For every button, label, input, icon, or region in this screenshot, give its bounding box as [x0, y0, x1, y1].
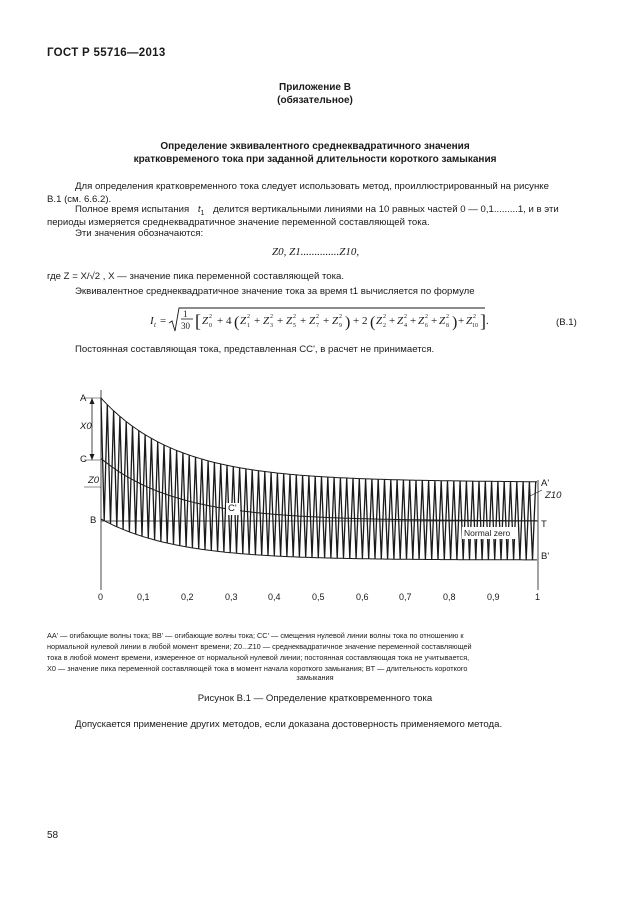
- svg-text:0: 0: [209, 323, 212, 329]
- legend-line5: замыкания: [296, 673, 334, 682]
- svg-text:2: 2: [473, 314, 476, 320]
- svg-text:Z: Z: [286, 315, 293, 327]
- svg-text:9: 9: [339, 323, 342, 329]
- svg-text:2: 2: [339, 314, 342, 320]
- svg-text:Z: Z: [202, 315, 209, 327]
- svg-text:Z: Z: [263, 315, 270, 327]
- x-tick-0-9: 0,9: [487, 592, 500, 602]
- svg-text:+: +: [300, 315, 307, 327]
- svg-text:]: ]: [480, 311, 486, 331]
- x-tick-0-6: 0,6: [356, 592, 369, 602]
- svg-text:7: 7: [316, 323, 319, 329]
- label-a: A: [80, 393, 87, 404]
- x-tick-0-1: 0,1: [137, 592, 150, 602]
- legend-line4: X0 — значение пика переменной составляющей тока в момент начала короткого замыкания; BT — длительность короткого: [47, 664, 468, 673]
- formula-label: (В.1): [556, 317, 577, 328]
- svg-text:2: 2: [270, 314, 273, 320]
- paragraph-2-line2: периоды измеряется среднеквадратичное значение переменной составляющей тока.: [47, 217, 430, 228]
- x-tick-0-5: 0,5: [312, 592, 325, 602]
- section-title-line1: Определение эквивалентного среднеквадратичного значения: [160, 141, 470, 152]
- svg-text:8: 8: [446, 323, 449, 329]
- svg-text:2: 2: [293, 314, 296, 320]
- svg-text:+: +: [277, 315, 284, 327]
- x-tick-0-7: 0,7: [399, 592, 412, 602]
- svg-text:2: 2: [404, 314, 407, 320]
- label-c: C: [80, 454, 87, 465]
- appendix-title: Приложение В: [279, 82, 351, 93]
- values-formula: Z0, Z1..............Z10,: [272, 246, 360, 258]
- paragraph-1-line2: В.1 (см. 6.6.2).: [47, 194, 112, 205]
- x0-arrow-head-up: [90, 398, 95, 404]
- svg-text:Z: Z: [466, 315, 473, 327]
- x-tick-0-4: 0,4: [268, 592, 281, 602]
- legend-line1: AA' — огибающие волны тока; BB' — огибающие волны тока; CC' — смещения нулевой линии волны тока по отношению к: [47, 631, 464, 640]
- section-title-line2: кратковременого тока при заданной длительности короткого замыкания: [133, 154, 497, 165]
- svg-text:): ): [345, 314, 351, 331]
- p2-t1-sub: 1: [200, 209, 205, 217]
- svg-text:): ): [452, 314, 458, 331]
- svg-text:+: +: [410, 315, 417, 327]
- svg-text:[: [: [195, 311, 201, 331]
- p2-t1: t: [197, 204, 201, 215]
- svg-text:Z: Z: [240, 315, 247, 327]
- legend-line3: тока в любой момент времени, измеренное от нормальной нулевой линии; постоянная составляющая тока не учитывается,: [47, 653, 470, 662]
- svg-text:Z: Z: [309, 315, 316, 327]
- x0-arrow-head-down: [90, 454, 95, 460]
- svg-text:Z: Z: [439, 315, 446, 327]
- svg-text:3: 3: [270, 323, 273, 329]
- svg-text:=: =: [160, 315, 167, 327]
- page-number: 58: [47, 830, 59, 841]
- x-tick-0-2: 0,2: [181, 592, 194, 602]
- figure-caption: Рисунок В.1 — Определение кратковременного тока: [197, 693, 433, 704]
- svg-text:4: 4: [404, 323, 407, 329]
- svg-text:+: +: [431, 315, 438, 327]
- svg-text:1: 1: [247, 323, 250, 329]
- svg-text:Z: Z: [418, 315, 425, 327]
- where-line: где Z = X/√2 , X — значение пика переменной составляющей тока.: [47, 271, 345, 282]
- svg-text:+: +: [323, 315, 330, 327]
- label-a-prime: A': [541, 478, 550, 489]
- x-tick-0-3: 0,3: [225, 592, 238, 602]
- svg-text:.: .: [486, 315, 489, 327]
- x-tick-1: 1: [535, 592, 541, 602]
- label-z0: Z0: [88, 475, 100, 486]
- label-t: T: [541, 519, 547, 530]
- paragraph-1-line1: Для определения кратковременного тока следует использовать метод, проиллюстрированный на рисунке: [75, 181, 549, 192]
- svg-text:+: +: [389, 315, 396, 327]
- svg-text:(: (: [234, 314, 240, 331]
- svg-text:2: 2: [209, 314, 212, 320]
- label-b: B: [90, 515, 97, 526]
- svg-text:10: 10: [472, 323, 478, 329]
- label-normal-zero: Normal zero: [464, 528, 511, 538]
- envelope-aa: [101, 398, 537, 482]
- appendix-status: (обязательное): [277, 95, 353, 106]
- svg-text:2: 2: [247, 314, 250, 320]
- svg-text:Z: Z: [376, 315, 383, 327]
- svg-text:+: +: [458, 315, 465, 327]
- svg-text:2: 2: [425, 314, 428, 320]
- x-tick-0: 0: [98, 592, 104, 602]
- svg-text:+ 4: + 4: [217, 315, 232, 327]
- x-tick-0-8: 0,8: [443, 592, 456, 602]
- svg-text:1: 1: [183, 309, 188, 319]
- z10-leader: [530, 490, 542, 496]
- svg-text:Z: Z: [332, 315, 339, 327]
- svg-text:Z: Z: [397, 315, 404, 327]
- svg-text:2: 2: [383, 314, 386, 320]
- svg-text:6: 6: [425, 323, 428, 329]
- svg-text:t: t: [154, 321, 156, 329]
- p2-text-a: Полное время испытания: [75, 204, 190, 215]
- svg-text:+: +: [254, 315, 261, 327]
- closing-paragraph: Допускается применение других методов, если доказана достоверность применяемого метода.: [75, 719, 503, 730]
- svg-text:2: 2: [383, 323, 386, 329]
- paragraph-3: Эти значения обозначаются:: [75, 228, 204, 239]
- label-x0: [80, 421, 92, 432]
- svg-text:30: 30: [181, 321, 190, 331]
- label-z10: Z10: [545, 490, 562, 501]
- svg-text:+ 2: + 2: [353, 315, 368, 327]
- label-b-prime: B': [541, 551, 550, 562]
- label-x0-text: X0: [80, 421, 92, 432]
- paragraph-4: Эквивалентное среднеквадратичное значение тока за время t1 вычисляется по формуле: [75, 286, 475, 297]
- svg-text:I: I: [150, 315, 154, 327]
- svg-text:(: (: [370, 314, 376, 331]
- legend-line2: нормальной нулевой линии в любой момент времени; Z0...Z10 — среднеквадратичное значение переменной составляющей: [47, 642, 472, 651]
- standard-header: ГОСТ Р 55716—2013: [47, 47, 166, 59]
- svg-text:2: 2: [446, 314, 449, 320]
- p2-text-b: делится вертикальными линиями на 10 равных частей 0 — 0,1.........1, и в эти: [213, 204, 559, 215]
- svg-text:5: 5: [293, 323, 296, 329]
- svg-text:2: 2: [316, 314, 319, 320]
- label-c-prime: C': [228, 503, 237, 514]
- paragraph-5: Постоянная составляющая тока, представленная CC', в расчет не принимается.: [75, 344, 435, 355]
